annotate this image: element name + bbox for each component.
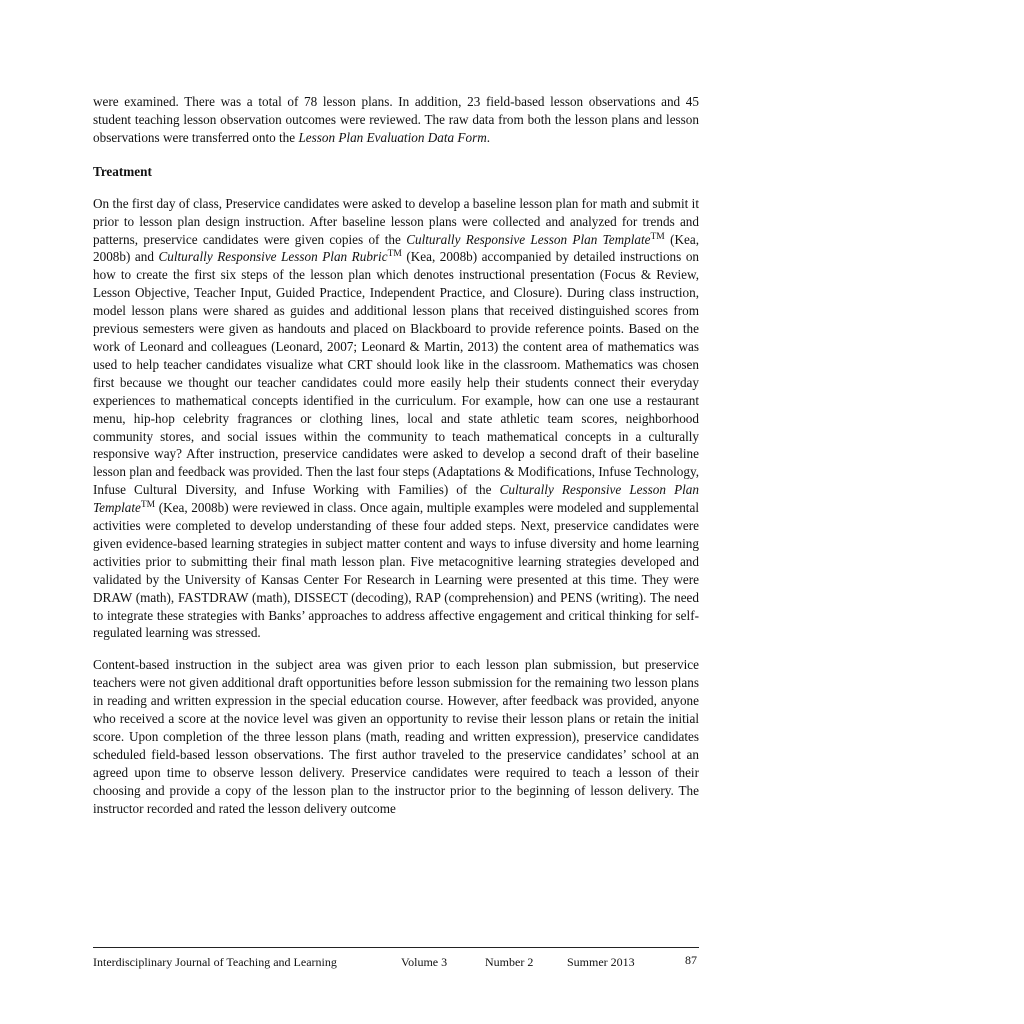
treatment-text-4: (Kea, 2008b) were reviewed in class. Once again, multiple examples were modeled and supplemental activities were completed to develop understanding of these four added steps. Next, preservice candidates were given evidence-based learning strategies in subject matter content and ways to infuse diversity and home learning activities prior to submitting their final math lesson plan. Five metacognitive learning strategies developed and validated by the University of Kansas Center For Research in Learning were presented at this time. They were DRAW (math), FASTDRAW (math), DISSECT (decoding), RAP (comprehension) and PENS (writing). The need to integrate these strategies with Banks’ approaches to address affective engagement and critical thinking for self-regulated learning was stressed. [93,500,699,641]
trademark-2: TM [387,249,402,260]
content-instruction-paragraph: Content-based instruction in the subject area was given prior to each lesson plan submission, but preservice teachers were not given additional draft opportunities before lesson submission for the remaining two lesson plans in reading and written expression in the special education course. However, after feedback was provided, anyone who received a score at the novice level was given an opportunity to revise their lesson plans or retain the initial score. Upon completion of the three lesson plans (math, reading and written expression), preservice candidates scheduled field-based lesson observations. The first author traveled to the preservice candidates’ school at an agreed upon time to observe lesson delivery. Preservice candidates were required to teach a lesson of their choosing and provide a copy of the lesson plan to the instructor prior to the beginning of lesson delivery. The instructor recorded and rated the lesson delivery outcome [93,657,699,816]
page-body [93,93,699,818]
footer-divider [93,947,699,948]
form-title: Lesson Plan Evaluation Data Form [298,129,487,145]
template-title-1: Culturally Responsive Lesson Plan Template [406,231,651,247]
rubric-title: Culturally Responsive Lesson Plan Rubric [158,249,388,265]
intro-end: . [486,129,491,145]
intro-text: were examined. There was a total of 78 lesson plans. In addition, 23 field-based lesson observations and 45 student teaching lesson observation outcomes were reviewed. The raw data from both the lesson plans and lesson observations were transferred onto the [93,94,699,145]
page-number: 87 [685,953,697,967]
treatment-text-3: (Kea, 2008b) accompanied by detailed instructions on how to create the first six steps of the lesson plan which denotes instructional presentation (Focus & Review, Lesson Objective, Teacher Input, Guided Practice, Independent Practice, and Closure). During class instruction, model lesson plans were shared as guides and additional lesson plans that received distinguished scores from previous semesters were given as handouts and placed on Blackboard to provide reference points. Based on the work of Leonard and colleagues (Leonard, 2007; Leonard & Martin, 2013) the content area of mathematics was used to help teacher candidates visualize what CRT should look like in the classroom. Mathematics was chosen first because we thought our teacher candidates could more easily help their students connect their everyday experiences to mathematical concepts identified in the curriculum. For example, how can one use a restaurant menu, hip-hop celebrity fragrances or clothing lines, local and state athletic team scores, neighborhood community stores, and social issues within the community to teach mathematical concepts in a culturally responsive way? After instruction, preservice candidates were asked to develop a second draft of their baseline lesson plan and feedback was provided. Then the last four steps (Adaptations & Modifications, Infuse Technology, Infuse Cultural Diversity, and Infuse Working with Families) of the [93,249,700,498]
footer-issue-number: Number 2 [485,955,534,969]
template-title-2: Culturally Responsive Lesson Plan Template [93,482,699,516]
section-heading: Treatment [93,163,152,179]
footer-journal-name: Interdisciplinary Journal of Teaching and Learning [93,955,337,969]
intro-paragraph [93,93,699,147]
footer-volume: Volume 3 [401,955,448,969]
trademark-1: TM [650,231,665,242]
treatment-text-1: On the first day of class, Preservice candidates were asked to develop a baseline lesson plan for math and submit it prior to lesson plan design instruction. After baseline lesson plans were collected and analyzed for trends and patterns, preservice candidates were given copies of the [93,195,699,247]
trademark-3: TM [140,500,156,511]
treatment-paragraph [93,195,699,643]
treatment-text-2: (Kea, 2008b) and [93,231,699,265]
footer-season: Summer 2013 [567,955,635,969]
